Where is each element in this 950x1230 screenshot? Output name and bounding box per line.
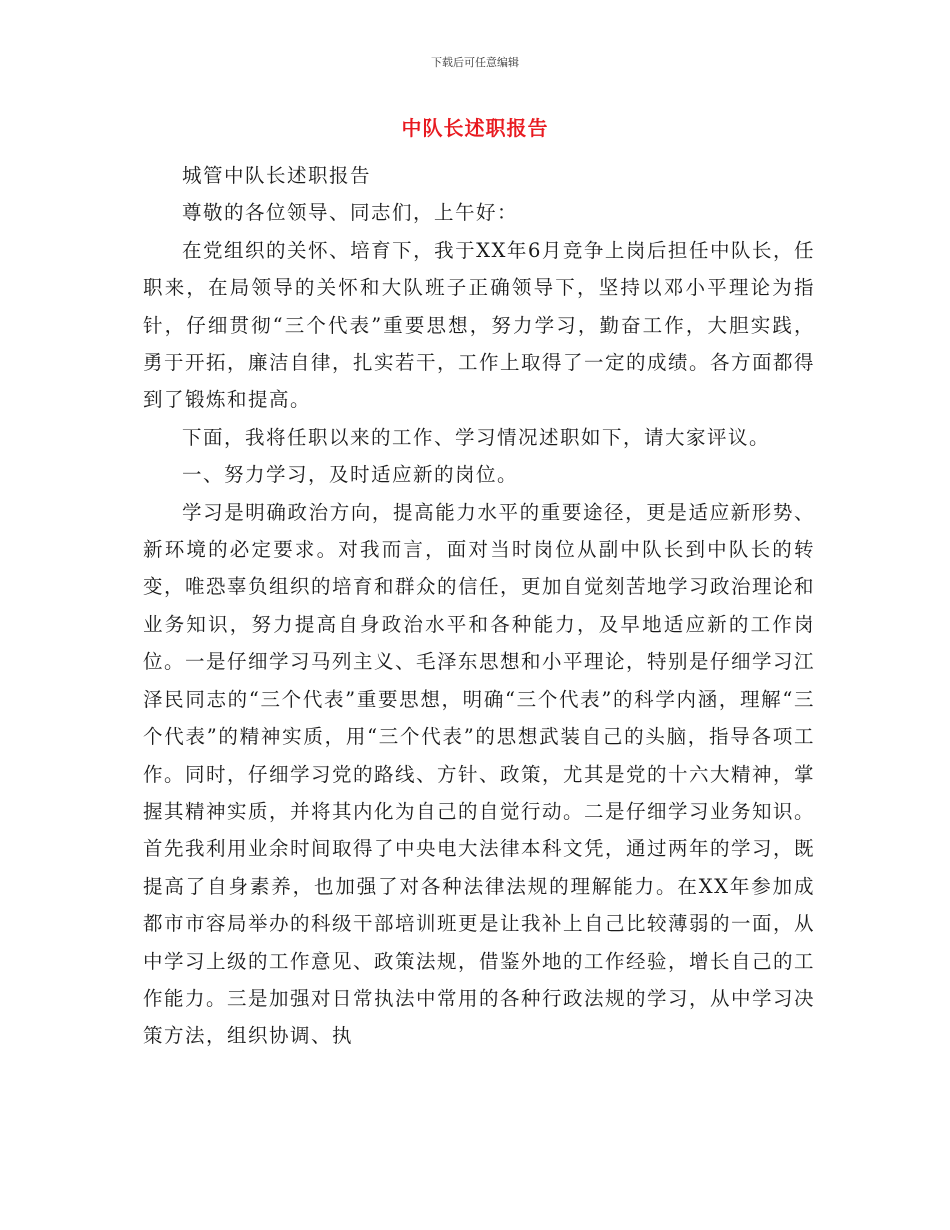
header-note: 下载后可任意编辑 <box>431 56 519 69</box>
paragraph-subtitle: 城管中队长述职报告 <box>182 164 372 187</box>
section-heading-study: 一、努力学习，及时适应新的岗位。 <box>182 463 519 487</box>
document-body <box>143 157 815 1055</box>
paragraph-salutation: 尊敬的各位领导、同志们，上午好： <box>182 201 519 225</box>
document-title: 中队长述职报告 <box>401 116 549 140</box>
paragraph-introduction: 在党组织的关怀、培育下，我于XX年6月竞争上岗后担任中队长，任职来，在局领导的关怀和大队班子正确领导下，坚持以邓小平理论为指针，仔细贯彻“三个代表”重要思想，努力学习，勤奋工作，大胆实践，勇于开拓，廉洁自律，扎实若干，工作上取得了一定的成绩。各方面都得到了锻炼和提高。 <box>143 238 816 412</box>
paragraph-transition: 下面，我将任职以来的工作、学习情况述职如下，请大家评议。 <box>182 425 771 449</box>
paragraph-study: 学习是明确政治方向，提高能力水平的重要途径，更是适应新形势、新环境的必定要求。对我而言，面对当时岗位从副中队长到中队长的转变，唯恐辜负组织的培育和群众的信任，更加自觉刻苦地学习政治理论和业务知识，努力提高自身政治水平和各种能力，及早地适应新的工作岗位。一是仔细学习马列主义、毛泽东思想和小平理论，特别是仔细学习江泽民同志的“三个代表”重要思想，明确“三个代表”的科学内涵，理解“三个代表”的精神实质，用“三个代表”的思想武装自己的头脑，指导各项工作。同时，仔细学习党的路线、方针、政策，尤其是党的十六大精神，掌握其精神实质，并将其内化为自己的自觉行动。二是仔细学习业务知识。首先我利用业余时间取得了中央电大法律本科文凭，通过两年的学习，既提高了自身素养，也加强了对各种法律法规的理解能力。在XX年参加成都市市容局举办的科级干部培训班更是让我补上自己比较薄弱的一面，从中学习上级的工作意见、政策法规，借鉴外地的工作经验，增长自己的工作能力。三是加强对日常执法中常用的各种行政法规的学习，从中学习决策方法，组织协调、执 <box>143 500 816 1048</box>
